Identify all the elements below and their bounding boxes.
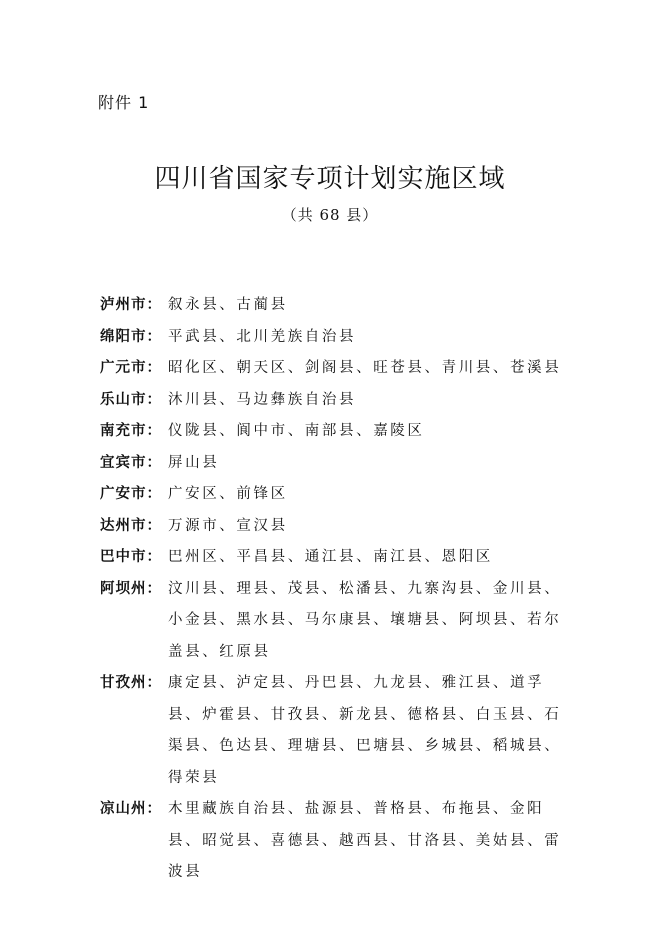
county-list: 昭化区、朝天区、剑阁县、旺苍县、青川县、苍溪县: [168, 360, 562, 376]
city-label: 宜宾市：: [100, 454, 162, 471]
region-row: [100, 542, 570, 574]
region-row: [100, 794, 570, 889]
city-label: 绵阳市：: [100, 328, 162, 345]
attachment-label: 附件 1: [98, 93, 150, 112]
county-list: 叙永县、古蔺县: [168, 297, 288, 313]
city-label: 巴中市：: [100, 549, 162, 565]
city-label: 泸州市：: [100, 297, 162, 313]
county-list: 汶川县、理县、茂县、松潘县、九寨沟县、金川县、小金县、黑水县、马尔康县、壤塘县、阿坝县、若尔盖县、红原县: [168, 580, 562, 660]
county-list: 平武县、北川羌族自治县: [168, 328, 357, 345]
city-label: 达州市：: [100, 517, 162, 534]
county-list: 木里藏族自治县、盐源县、普格县、布拖县、金阳县、昭觉县、喜德县、越西县、甘洛县、美姑县、雷波县: [168, 801, 562, 880]
region-row: [100, 353, 570, 385]
county-list: 巴州区、平昌县、通江县、南江县、恩阳区: [168, 549, 493, 565]
county-list: 屏山县: [168, 454, 220, 471]
region-row: [100, 322, 570, 354]
city-label: 广安市：: [100, 486, 162, 502]
county-list: 沐川县、马边彝族自治县: [168, 391, 357, 408]
city-label: 阿坝州：: [100, 580, 162, 597]
region-row: [100, 511, 570, 543]
page-subtitle: （共 68 县）: [281, 206, 379, 224]
region-row: [100, 479, 570, 511]
region-row: [100, 668, 570, 794]
county-list: 广安区、前锋区: [168, 486, 288, 502]
region-row: [100, 416, 570, 448]
region-list: [100, 290, 570, 889]
region-row: [100, 574, 570, 669]
region-row: [100, 290, 570, 322]
county-list: 康定县、泸定县、丹巴县、九龙县、雅江县、道孚县、炉霍县、甘孜县、新龙县、德格县、白玉县、石渠县、色达县、理塘县、巴塘县、乡城县、稻城县、得荣县: [168, 675, 562, 786]
city-label: 甘孜州：: [100, 675, 162, 691]
region-row: [100, 448, 570, 480]
county-list: 仪陇县、阆中市、南部县、嘉陵区: [168, 423, 425, 439]
city-label: 乐山市：: [100, 391, 162, 408]
city-label: 南充市：: [100, 423, 162, 439]
page-title: 四川省国家专项计划实施区域: [154, 164, 506, 194]
city-label: 广元市：: [100, 360, 162, 376]
region-row: [100, 385, 570, 417]
city-label: 凉山州：: [100, 801, 162, 817]
county-list: 万源市、宣汉县: [168, 517, 288, 534]
